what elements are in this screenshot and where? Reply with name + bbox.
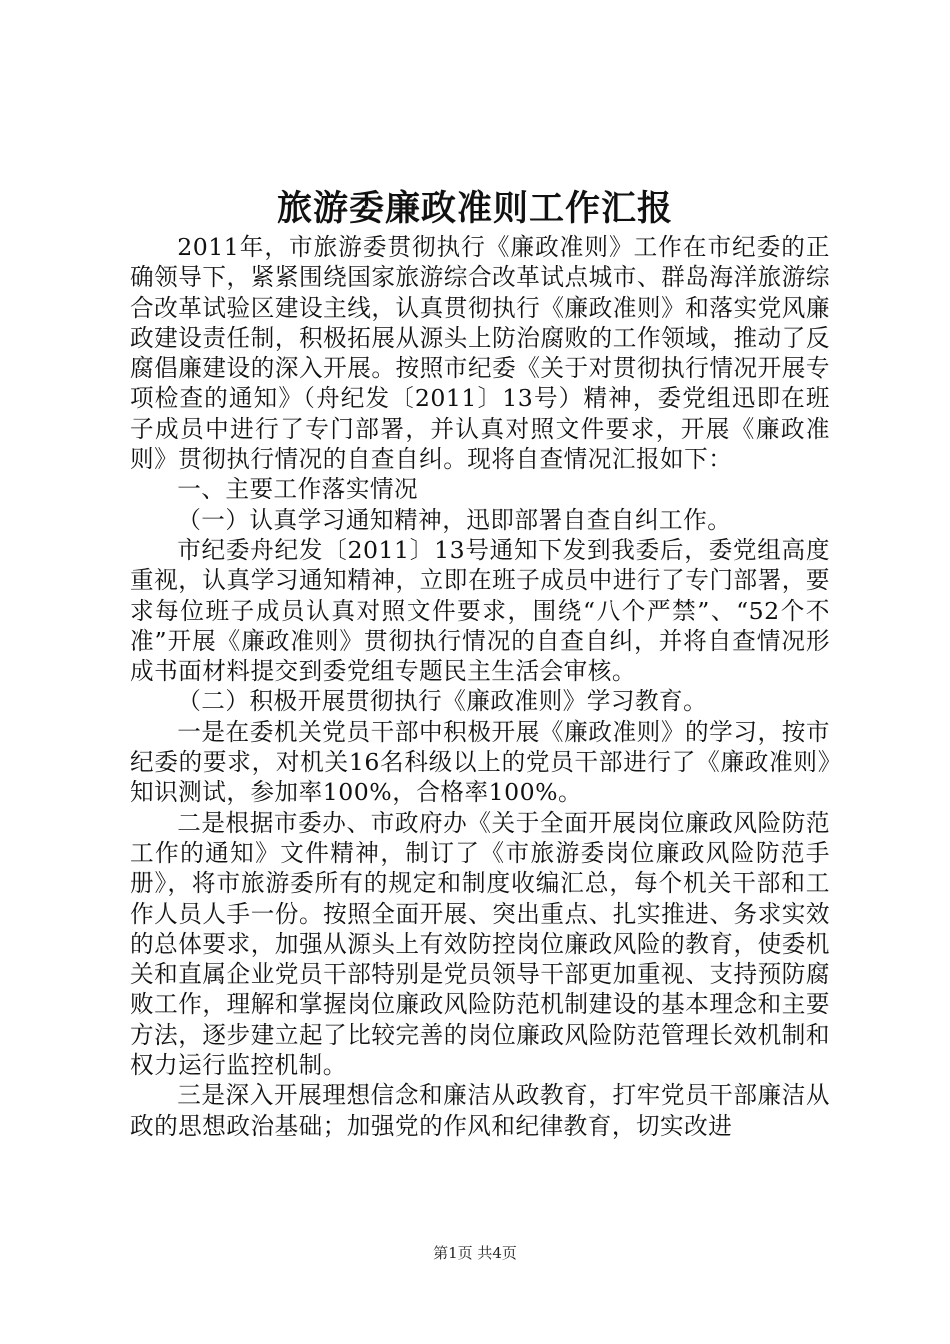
paragraph: 二是根据市委办、市政府办《关于全面开展岗位廉政风险防范工作的通知》文件精神，制订了《市旅游委岗位廉政风险防范手册》，将市旅游委所有的规定和制度收编汇总，每个机关干部和工作人员人手一份。按照全面开展、突出重点、扎实推进、务求实效的总体要求，加强从源头上有效防控岗位廉政风险的教育，使委机关和直属企业党员干部特别是党员领导干部更加重视、支持预防腐败工作，理解和掌握岗位廉政风险防范机制建设的基本理念和主要方法，逐步建立起了比较完善的岗位廉政风险防范管理长效机制和权力运行监控机制。 xyxy=(130,808,830,1080)
document-title: 旅游委廉政准则工作汇报 xyxy=(276,188,673,229)
subsection-heading: （二）积极开展贯彻执行《廉政准则》学习教育。 xyxy=(177,687,708,716)
paragraph: 市纪委舟纪发〔2011〕13号通知下发到我委后，委党组高度重视，认真学习通知精神，立即在班子成员中进行了专门部署，要求每位班子成员认真对照文件要求，围绕“八个严禁”、“52个不准”开展《廉政准则》贯彻执行情况的自查自纠，并将自查情况形成书面材料提交到委党组专题民主生活会审核。 xyxy=(130,535,830,686)
document-body xyxy=(130,232,830,1141)
subsection-heading: （一）认真学习通知精神，迅即部署自查自纠工作。 xyxy=(177,505,732,534)
paragraph: 三是深入开展理想信念和廉洁从政教育，打牢党员干部廉洁从政的思想政治基础；加强党的作风和纪律教育，切实改进 xyxy=(130,1081,830,1140)
paragraph-intro: 2011年，市旅游委贯彻执行《廉政准则》工作在市纪委的正确领导下，紧紧围绕国家旅游综合改革试点城市、群岛海洋旅游综合改革试验区建设主线，认真贯彻执行《廉政准则》和落实党风廉政建设责任制，积极拓展从源头上防治腐败的工作领域，推动了反腐倡廉建设的深入开展。按照市纪委《关于对贯彻执行情况开展专项检查的通知》（舟纪发〔2011〕13号）精神，委党组迅即在班子成员中进行了专门部署，并认真对照文件要求，开展《廉政准则》贯彻执行情况的自查自纠。现将自查情况汇报如下： xyxy=(130,233,830,474)
section-heading: 一、主要工作落实情况 xyxy=(177,475,419,504)
page-footer: 第1页 共4页 xyxy=(433,1244,517,1262)
paragraph: 一是在委机关党员干部中积极开展《廉政准则》的学习，按市纪委的要求，对机关16名科级以上的党员干部进行了《廉政准则》知识测试，参加率100%，合格率100%。 xyxy=(130,717,830,807)
